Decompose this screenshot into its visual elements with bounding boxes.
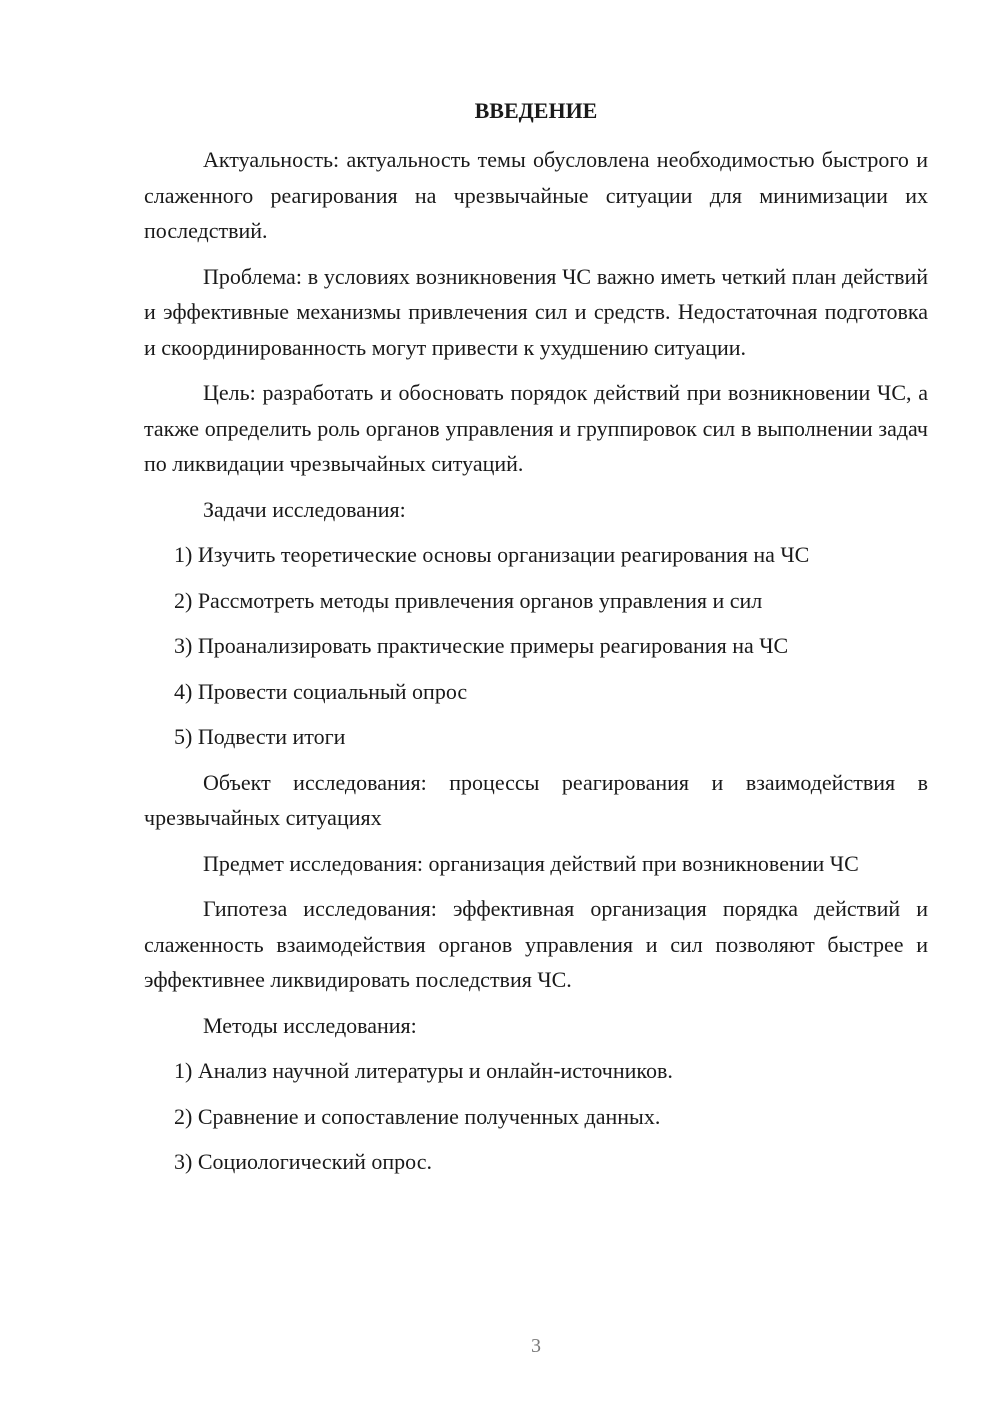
tasks-label: Задачи исследования: <box>203 496 406 522</box>
paragraph-subject: Предмет исследования: организация действий при возникновении ЧС <box>203 850 859 876</box>
list-item: 3) Социологический опрос. <box>174 1149 432 1174</box>
methods-list <box>144 1053 928 1180</box>
page-title: ВВЕДЕНИЕ <box>474 98 598 123</box>
paragraph-goal: Цель: разработать и обосновать порядок действий при возникновении ЧС, а также определить роль органов управления и группировок сил в выполнении задач по ликвидации чрезвычайных ситуаций. <box>144 380 928 476</box>
page-number: 3 <box>531 1335 541 1357</box>
methods-label: Методы исследования: <box>203 1012 417 1038</box>
list-item: 5) Подвести итоги <box>174 724 346 749</box>
list-item: 2) Сравнение и сопоставление полученных данных. <box>174 1103 661 1129</box>
paragraph-relevance: Актуальность: актуальность темы обусловлена необходимостью быстрого и слаженного реагирования на чрезвычайные ситуации для минимизации их последствий. <box>144 147 928 243</box>
paragraph-object: Объект исследования: процессы реагирования и взаимодействия в чрезвычайных ситуациях <box>144 769 928 830</box>
document-body <box>144 142 928 1190</box>
paragraph-hypothesis: Гипотеза исследования: эффективная организация порядка действий и слаженность взаимодействия органов управления и сил позволяют быстрее и эффективнее ликвидировать последствия ЧС. <box>144 896 928 992</box>
tasks-list <box>144 537 928 755</box>
list-item: 1) Анализ научной литературы и онлайн-источников. <box>174 1058 673 1083</box>
list-item: 4) Провести социальный опрос <box>174 678 468 704</box>
list-item: 1) Изучить теоретические основы организации реагирования на ЧС <box>174 542 810 567</box>
paragraph-problem: Проблема: в условиях возникновения ЧС важно иметь четкий план действий и эффективные механизмы привлечения сил и средств. Недостаточная подготовка и скоординированность могут привести к ухудшению ситуации. <box>144 263 928 360</box>
list-item: 2) Рассмотреть методы привлечения органов управления и сил <box>174 587 763 613</box>
list-item: 3) Проанализировать практические примеры реагирования на ЧС <box>174 633 789 658</box>
